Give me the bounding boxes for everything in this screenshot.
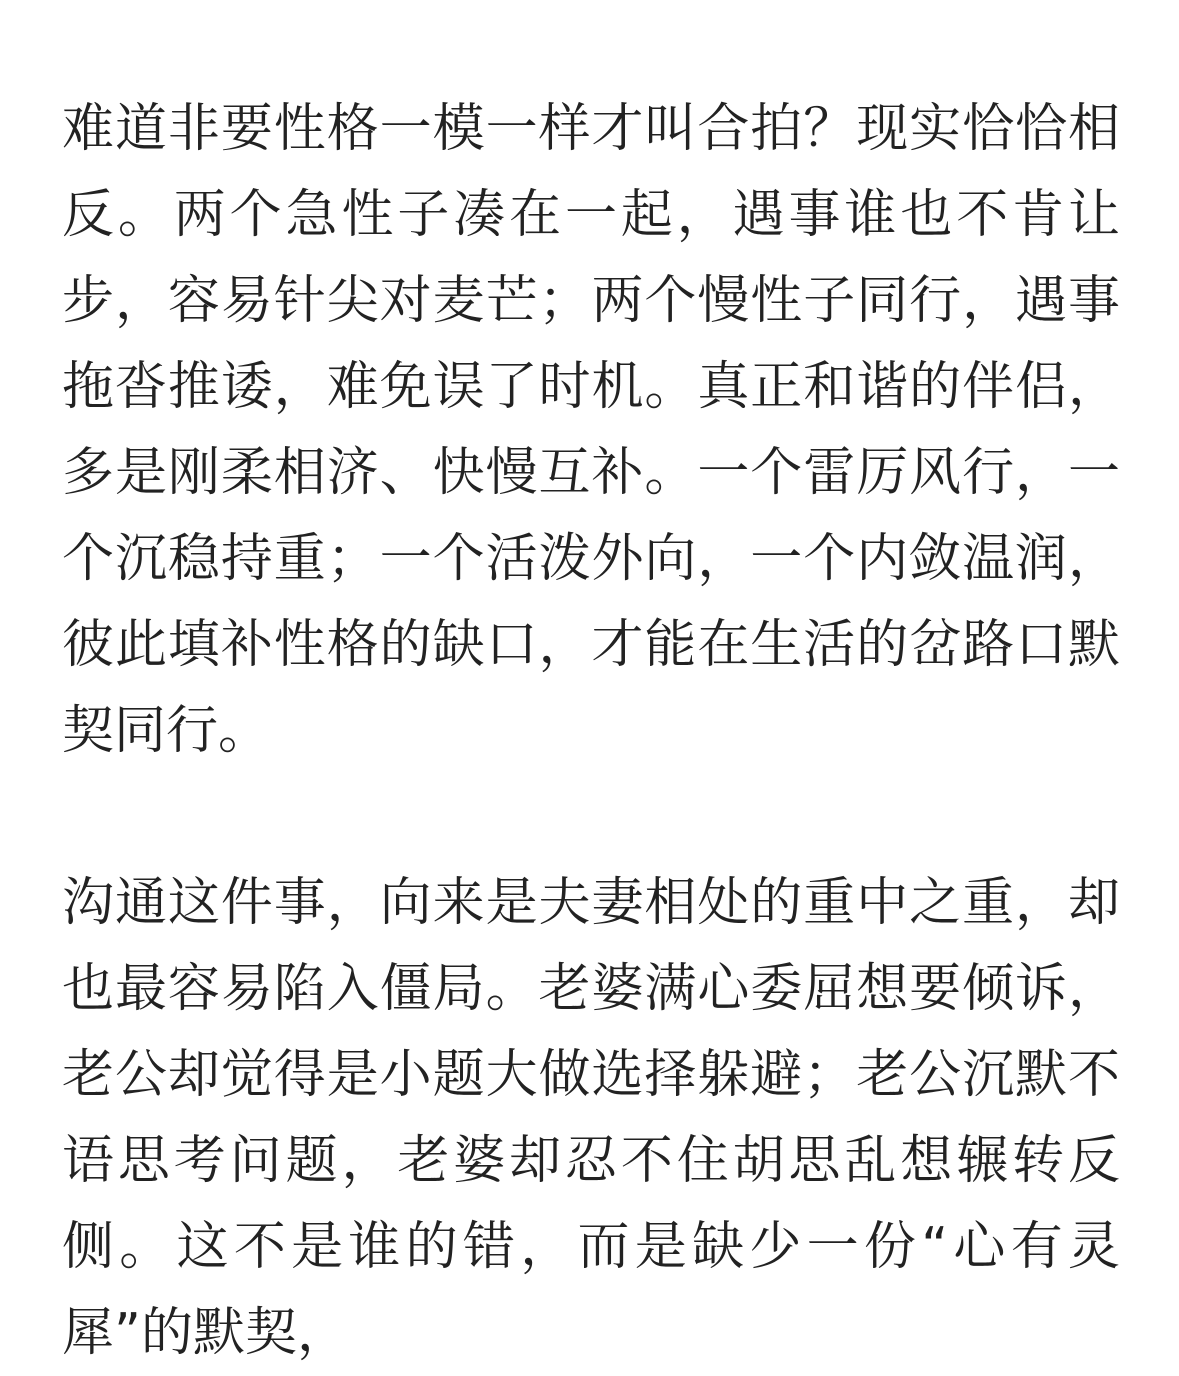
paragraph-communication: 沟通这件事，向来是夫妻相处的重中之重，却也最容易陷入僵局。老婆满心委屈想要倾诉，老公却觉得是小题大做选择躲避；老公沉默不语思考问题，老婆却忍不住胡思乱想辗转反侧。这不是谁的错，而是缺少一份“心有灵犀”的默契， [62, 873, 1120, 1363]
paragraph-personality: 难道非要性格一模一样才叫合拍？现实恰恰相反。两个急性子凑在一起，遇事谁也不肯让步，容易针尖对麦芒；两个慢性子同行，遇事拖沓推诿，难免误了时机。真正和谐的伴侣，多是刚柔相济、快慢互补。一个雷厉风行，一个沉稳持重；一个活泼外向，一个内敛温润，彼此填补性格的缺口，才能在生活的岔路口默契同行。 [62, 99, 1120, 761]
article-body [62, 86, 1120, 1376]
